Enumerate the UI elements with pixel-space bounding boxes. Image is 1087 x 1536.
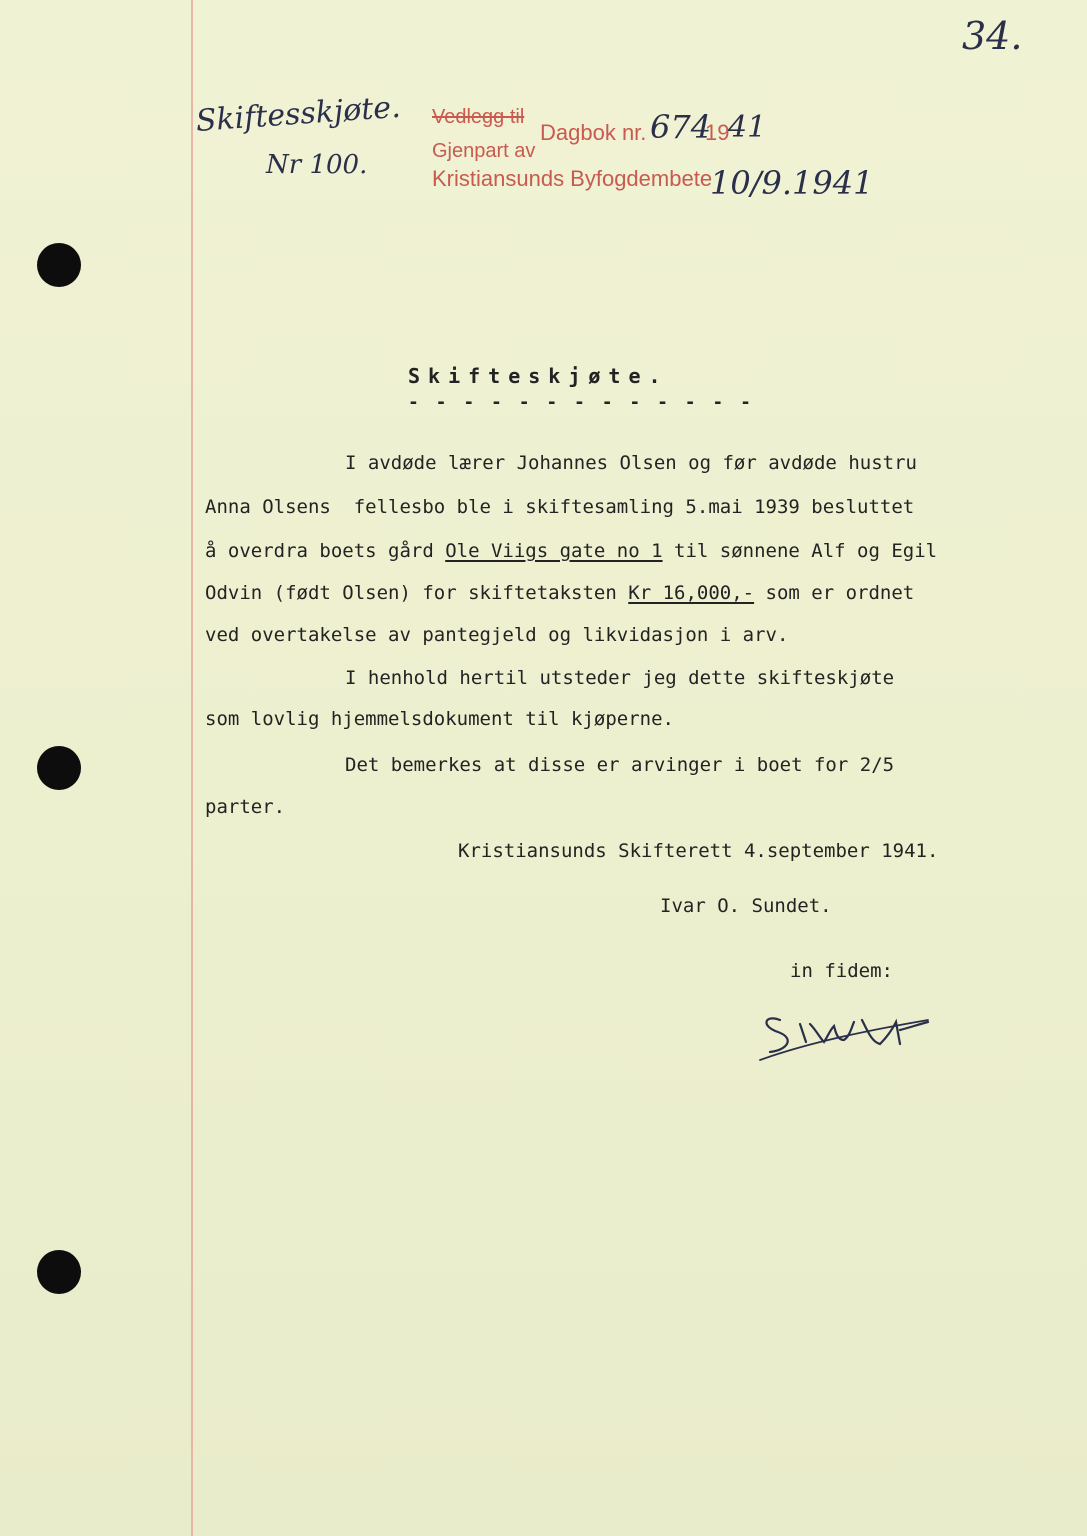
stamp-gjenpart: Gjenpart av <box>432 140 536 162</box>
body-line <box>205 582 914 604</box>
body-text: å overdra boets gård <box>205 540 446 562</box>
body-line: Anna Olsens fellesbo ble i skiftesamling 5.mai 1939 besluttet <box>205 496 915 518</box>
in-fidem: in fidem: <box>790 960 893 982</box>
stamp-year-prefix: 19 <box>705 120 730 145</box>
margin-note-number: Nr 100. <box>266 150 368 180</box>
year-suffix: 41 <box>728 110 767 145</box>
punch-hole <box>37 243 81 287</box>
dagbok-number: 674 <box>650 108 712 146</box>
body-line: som lovlig hjemmelsdokument til kjøperne. <box>205 708 674 730</box>
stamp-dagbok-label: Dagbok nr. <box>540 120 647 145</box>
body-line: parter. <box>205 796 286 818</box>
stamp-office: Kristiansunds Byfogdembete <box>432 166 713 191</box>
page-number: 34. <box>962 14 1023 58</box>
margin-note-type: Skiftesskjøte. <box>194 89 402 139</box>
body-line <box>205 540 937 562</box>
body-text: som er ordnet <box>754 582 915 604</box>
body-line: Det bemerkes at disse er arvinger i boet for 2/5 <box>345 754 895 776</box>
body-text: til sønnene Alf og Egil <box>662 540 938 562</box>
body-line: ved overtakelse av pantegjeld og likvidasjon i arv. <box>205 624 789 646</box>
punch-hole <box>37 1250 81 1294</box>
body-text: Odvin (født Olsen) for skiftetaksten <box>205 582 629 604</box>
address-underlined: Ole Viigs gate no 1 <box>445 540 663 562</box>
amount-underlined: Kr 16,000,- <box>628 582 755 604</box>
margin-line <box>191 0 193 1536</box>
body-line: I avdøde lærer Johannes Olsen og før avdøde hustru <box>345 452 917 474</box>
place-date: Kristiansunds Skifterett 4.september 1941. <box>458 840 939 862</box>
handwritten-date: 10/9.1941 <box>710 164 874 202</box>
body-line: I henhold hertil utsteder jeg dette skifteskjøte <box>345 667 895 689</box>
signer-name: Ivar O. Sundet. <box>660 895 832 917</box>
title-underline: - - - - - - - - - - - - - <box>408 392 754 413</box>
document-title: Skifteskjøte. <box>408 364 669 388</box>
stamp-vedlegg: Vedlegg til <box>432 106 525 128</box>
punch-hole <box>37 746 81 790</box>
signature <box>750 990 950 1080</box>
